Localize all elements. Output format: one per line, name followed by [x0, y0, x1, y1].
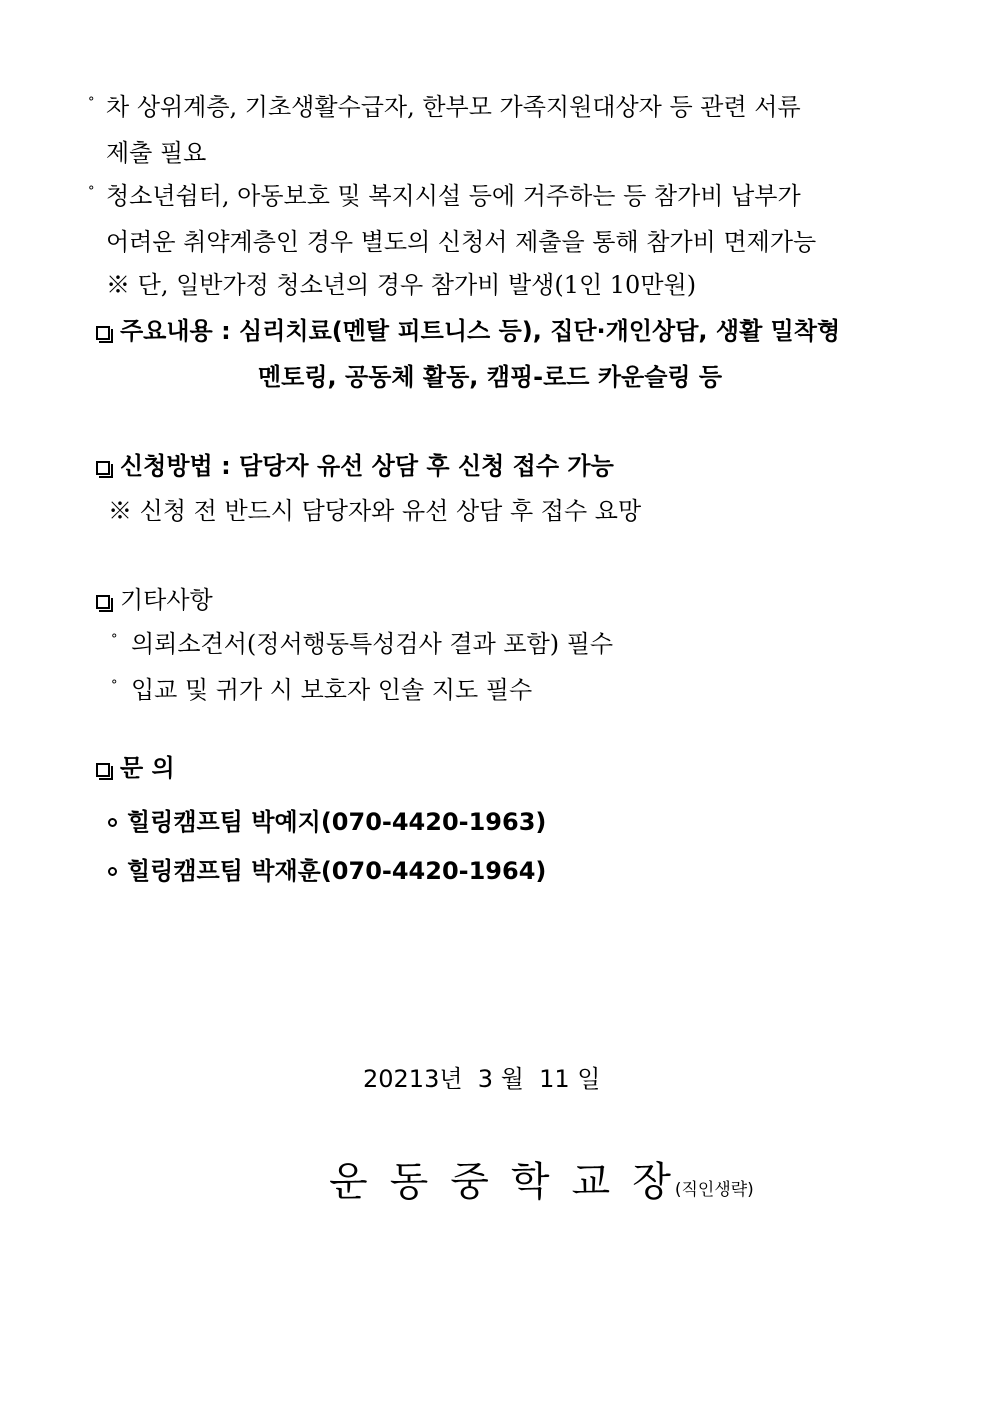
checkbox-square-icon: [96, 595, 110, 609]
bullet-text-continued: 어려운 취약계층인 경우 별도의 신청서 제출을 통해 참가비 면제가능: [106, 228, 817, 256]
seal-note: (직인생략): [674, 1180, 754, 1200]
section-etc-title: 기타사항: [120, 586, 213, 614]
bullet-text: 청소년쉼터, 아동보호 및 복지시설 등에 거주하는 등 참가비 납부가: [106, 182, 801, 210]
apply-note: ※ 신청 전 반드시 담당자와 유선 상담 후 접수 요망: [108, 497, 642, 525]
etc-item: 의뢰소견서(정서행동특성검사 결과 포함) 필수: [131, 630, 614, 658]
note-text: ※ 단, 일반가정 청소년의 경우 참가비 발생(1인 10만원): [106, 271, 697, 299]
document-date: 20213년 3 월 11 일: [363, 1065, 601, 1093]
section-apply: [96, 451, 614, 481]
checkbox-square-icon: [96, 763, 110, 777]
circle-bullet-icon: [108, 818, 117, 827]
bullet-mark: °: [111, 678, 118, 693]
section-main-content-text: 주요내용 : 심리치료(멘탈 피트니스 등), 집단·개인상담, 생활 밀착형: [120, 317, 841, 345]
circle-bullet-icon: [108, 867, 117, 876]
section-main-content-continued: 멘토링, 공동체 활동, 캠핑-로드 카운슬링 등: [258, 363, 723, 391]
section-contact-title: 문 의: [120, 754, 175, 782]
checkbox-square-icon: [96, 326, 110, 340]
contact-item-text: 힐링캠프팀 박예지(070-4420-1963): [127, 808, 547, 836]
etc-item: 입교 및 귀가 시 보호자 인솔 지도 필수: [131, 676, 533, 704]
checkbox-square-icon: [96, 461, 110, 475]
section-etc: [96, 585, 213, 615]
signature-block: [329, 1150, 754, 1207]
bullet-text: 차 상위계층, 기초생활수급자, 한부모 가족지원대상자 등 관련 서류: [106, 93, 801, 121]
bullet-mark: °: [88, 95, 95, 110]
section-contact: [96, 753, 175, 783]
section-main-content: [96, 316, 840, 346]
contact-item: [108, 807, 546, 837]
section-apply-text: 신청방법 : 담당자 유선 상담 후 신청 접수 가능: [120, 452, 614, 480]
bullet-mark: °: [111, 632, 118, 647]
contact-item: [108, 856, 546, 886]
bullet-mark: °: [88, 184, 95, 199]
bullet-text-continued: 제출 필요: [106, 139, 207, 167]
signer-name: 운동중학교장: [329, 1159, 693, 1205]
contact-item-text: 힐링캠프팀 박재훈(070-4420-1964): [127, 857, 547, 885]
